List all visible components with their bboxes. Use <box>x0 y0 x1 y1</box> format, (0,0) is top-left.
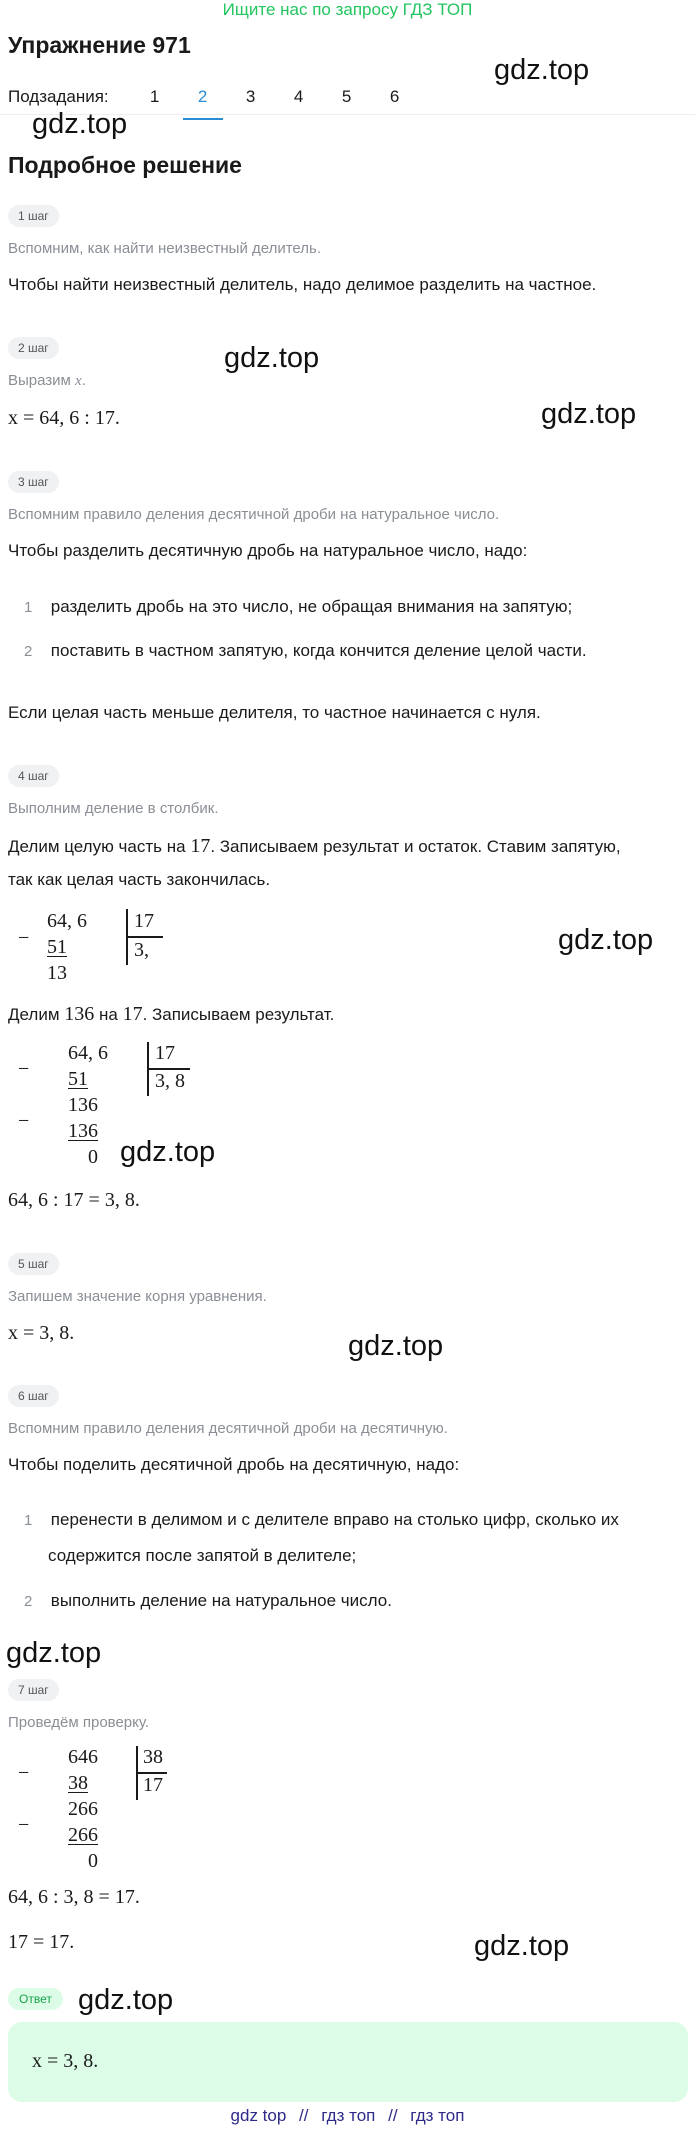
footer-link-1[interactable]: gdz top <box>230 2106 287 2125</box>
step4-text2 <box>8 1003 334 1026</box>
list-number: 2 <box>24 1593 33 1610</box>
inline-number: 17 <box>122 1003 143 1025</box>
dividend: 64, 6 <box>47 910 87 932</box>
step-badge-6: 6 шаг <box>8 1385 59 1407</box>
step4-hint: Выполним деление в столбик. <box>8 800 219 817</box>
step2-formula: x = 64, 6 : 17. <box>8 407 120 429</box>
divisor: 17 <box>134 910 154 932</box>
inline-number: 136 <box>64 1003 95 1025</box>
step3-text: Чтобы разделить десятичную дробь на натуральное число, надо: <box>8 541 528 560</box>
step-badge-5: 5 шаг <box>8 1253 59 1275</box>
list-number: 2 <box>24 643 33 660</box>
subtrahend: 51 <box>47 936 67 958</box>
watermark: gdz.top <box>120 1136 216 1168</box>
step7-formula-1: 64, 6 : 3, 8 = 17. <box>8 1886 140 1908</box>
subtask-tab-3[interactable]: 3 <box>245 87 256 106</box>
watermark: gdz.top <box>78 1984 174 2016</box>
text-part: Делим целую часть на <box>8 837 186 856</box>
subtask-tab-1[interactable]: 1 <box>149 87 160 106</box>
minus-sign: − <box>18 1814 30 1836</box>
answer-box <box>8 2022 688 2102</box>
list-text: перенести в делимом и с делителе вправо на столько цифр, сколько их <box>50 1510 619 1529</box>
step3-list-item-1 <box>24 597 572 617</box>
step2-hint-prefix: Выразим <box>8 372 71 389</box>
text-part: на <box>98 1005 118 1024</box>
step4-formula: 64, 6 : 17 = 3, 8. <box>8 1189 140 1211</box>
step6-hint: Вспомним правило деления десятичной дроби на десятичную. <box>8 1420 448 1437</box>
watermark: gdz.top <box>224 342 320 374</box>
step2-hint <box>8 372 86 390</box>
watermark: gdz.top <box>474 1930 570 1962</box>
remainder: 13 <box>47 962 67 984</box>
page-title: Упражнение 971 <box>8 32 191 58</box>
inline-number: 17 <box>190 835 211 857</box>
text-part: Делим <box>8 1005 60 1024</box>
subtask-tab-5[interactable]: 5 <box>341 87 352 106</box>
long-division-3 <box>0 1742 220 1877</box>
step5-hint: Запишем значение корня уравнения. <box>8 1288 267 1305</box>
step3-list-item-2 <box>24 641 587 661</box>
subtask-tab-2[interactable]: 2 <box>179 87 227 107</box>
quotient: 3, <box>134 939 149 961</box>
remainder: 136 <box>68 1094 98 1116</box>
answer-formula: x = 3, 8. <box>32 2050 99 2072</box>
step7-hint: Проведём проверку. <box>8 1714 150 1731</box>
quotient: 17 <box>143 1774 163 1796</box>
subtask-tab-6[interactable]: 6 <box>389 87 400 106</box>
list-text: выполнить деление на натуральное число. <box>50 1591 392 1610</box>
remainder: 0 <box>88 1850 98 1872</box>
quotient: 3, 8 <box>155 1070 185 1092</box>
step-badge-2: 2 шаг <box>8 337 59 359</box>
subtrahend: 266 <box>68 1824 98 1846</box>
minus-sign: − <box>18 1058 30 1080</box>
step1-text: Чтобы найти неизвестный делитель, надо делимое разделить на частное. <box>8 275 597 294</box>
step7-formula-2: 17 = 17. <box>8 1931 75 1953</box>
quotient-line <box>127 936 163 938</box>
top-banner: Ищите нас по запросу ГДЗ ТОП <box>222 0 473 19</box>
step3-note: Если целая часть меньше делителя, то частное начинается с нуля. <box>8 703 541 722</box>
step1-hint: Вспомним, как найти неизвестный делитель. <box>8 240 321 257</box>
watermark: gdz.top <box>541 398 637 430</box>
minus-sign: − <box>18 1110 30 1132</box>
watermark: gdz.top <box>6 1637 102 1669</box>
remainder: 266 <box>68 1798 98 1820</box>
remainder: 0 <box>88 1146 98 1168</box>
answer-badge: Ответ <box>8 1988 63 2010</box>
list-text: разделить дробь на это число, не обращая внимания на запятую; <box>50 597 573 616</box>
footer-links <box>0 2106 695 2126</box>
text-part: . Записываем результат. <box>142 1005 335 1024</box>
list-number: 1 <box>24 599 33 616</box>
footer-link-2[interactable]: гдз топ <box>321 2106 376 2125</box>
step6-list-item-1 <box>24 1510 619 1530</box>
minus-sign: − <box>18 1762 30 1784</box>
subtasks-nav <box>8 84 419 110</box>
step6-list-item-1-cont: содержится после запятой в делителе; <box>48 1546 357 1565</box>
subtrahend: 38 <box>68 1772 88 1794</box>
step-badge-7: 7 шаг <box>8 1679 59 1701</box>
subtrahend: 136 <box>68 1120 98 1142</box>
dividend: 64, 6 <box>68 1042 108 1064</box>
divisor: 17 <box>155 1042 175 1064</box>
step6-text: Чтобы поделить десятичной дробь на десятичную, надо: <box>8 1455 460 1474</box>
step4-text-line2: так как целая часть закончилась. <box>8 870 271 889</box>
long-division-1 <box>0 905 200 985</box>
step3-hint: Вспомним правило деления десятичной дроби на натуральное число. <box>8 506 500 523</box>
footer-separator: // <box>388 2106 398 2125</box>
divisor: 38 <box>143 1746 163 1768</box>
step-badge-3: 3 шаг <box>8 471 59 493</box>
footer-separator: // <box>299 2106 309 2125</box>
minus-sign: − <box>18 927 30 949</box>
subtasks-label: Подзадания: <box>8 87 109 106</box>
section-title: Подробное решение <box>8 152 242 178</box>
list-text: поставить в частном запятую, когда кончится деление целой части. <box>50 641 587 660</box>
footer-link-3[interactable]: гдз топ <box>410 2106 465 2125</box>
text-part: . Записываем результат и остаток. Ставим запятую, <box>210 837 621 856</box>
step4-text-line1 <box>8 835 621 858</box>
watermark: gdz.top <box>494 54 590 86</box>
step5-formula: x = 3, 8. <box>8 1322 75 1344</box>
watermark: gdz.top <box>348 1330 444 1362</box>
dividend: 646 <box>68 1746 98 1768</box>
step6-list-item-2 <box>24 1591 392 1611</box>
subtrahend: 51 <box>68 1068 88 1090</box>
step2-hint-var: x <box>75 373 82 389</box>
list-number: 1 <box>24 1512 33 1529</box>
step2-hint-suffix: . <box>81 372 86 389</box>
watermark: gdz.top <box>32 108 128 140</box>
watermark: gdz.top <box>558 924 654 956</box>
subtask-tab-4[interactable]: 4 <box>293 87 304 106</box>
step-badge-4: 4 шаг <box>8 765 59 787</box>
step-badge-1: 1 шаг <box>8 205 59 227</box>
